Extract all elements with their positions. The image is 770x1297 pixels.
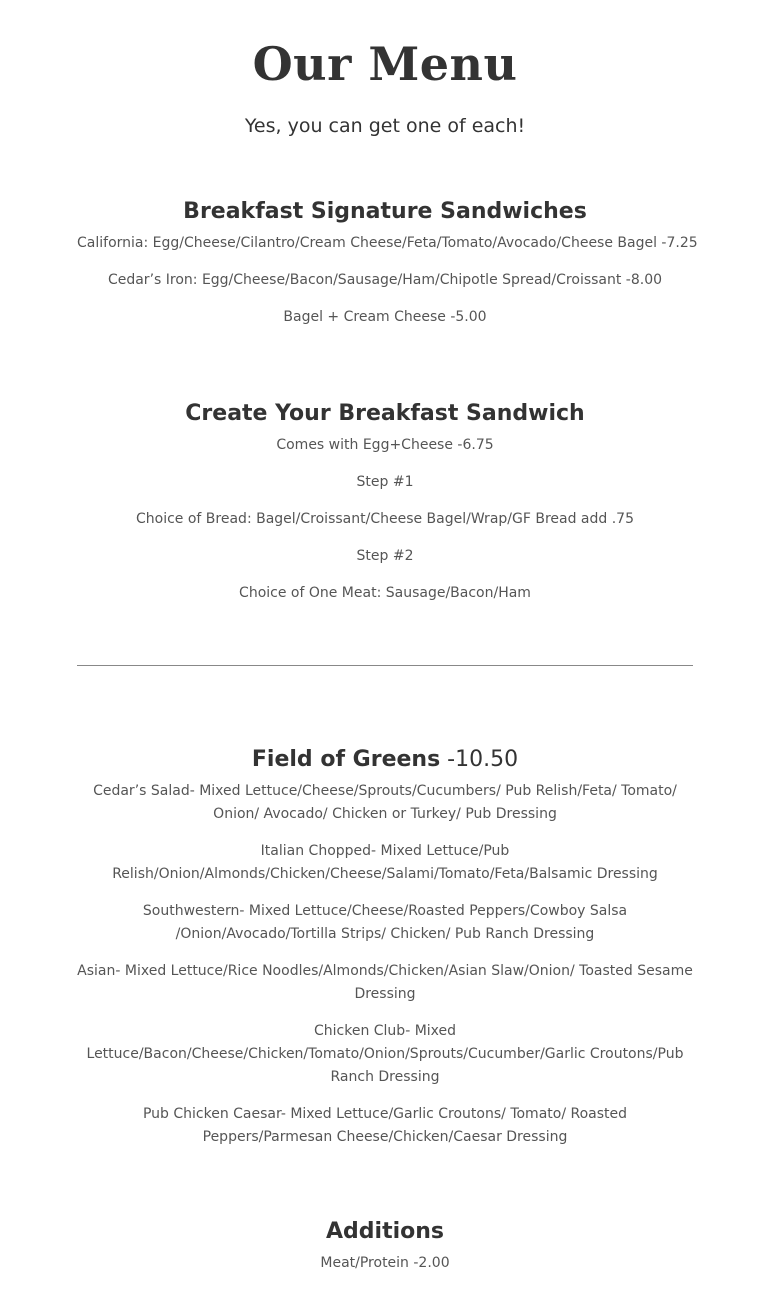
menu-item-bagel-cream-cheese: Bagel + Cream Cheese -5.00 [283,309,487,325]
page-subtitle: Yes, you can get one of each! [244,115,526,137]
menu-item-pub-chicken-caesar: Pub Chicken Caesar- Mixed Lettuce/Garlic Croutons/ Tomato/ Roasted Peppers/Parmesan Cheese/Chicken/Caesar Dressing [142,1106,628,1145]
section-heading-price: -10.50 [440,747,519,772]
section-breakfast-signature-sandwiches [77,196,698,343]
step-label-2: Step #2 [356,548,414,564]
menu-item-cedars-salad: Cedar’s Salad- Mixed Lettuce/Cheese/Sprouts/Cucumbers/ Pub Relish/Feta/ Tomato/ Onion/ Avocado/ Chicken or Turkey/ Pub Dressing [93,783,677,822]
menu-item-chicken-club: Chicken Club- Mixed Lettuce/Bacon/Cheese/Chicken/Tomato/Onion/Sprouts/Cucumber/Garlic Croutons/Pub Ranch Dressing [86,1023,684,1085]
section-additions [77,1216,693,1289]
section-heading: Breakfast Signature Sandwiches [183,199,587,224]
section-field-of-greens [77,744,693,1163]
section-divider [77,665,693,666]
menu-item-bread-choice: Choice of Bread: Bagel/Croissant/Cheese Bagel/Wrap/GF Bread add .75 [136,511,634,527]
menu-item-italian-chopped: Italian Chopped- Mixed Lettuce/Pub Relish/Onion/Almonds/Chicken/Cheese/Salami/Tomato/Feta/Balsamic Dressing [112,843,658,882]
section-heading-label: Field of Greens [251,747,441,772]
section-heading: Additions [326,1219,444,1244]
section-create-breakfast-sandwich [77,398,693,619]
section-heading [77,744,693,776]
menu-item-base-price: Comes with Egg+Cheese -6.75 [276,437,494,453]
menu-item-cedars-iron: Cedar’s Iron: Egg/Cheese/Bacon/Sausage/Ham/Chipotle Spread/Croissant -8.00 [107,272,663,288]
menu-item-meat-protein: Meat/Protein -2.00 [320,1255,450,1271]
section-heading: Create Your Breakfast Sandwich [185,401,585,426]
menu-item-meat-choice: Choice of One Meat: Sausage/Bacon/Ham [239,585,531,601]
page-title: Our Menu [252,37,518,91]
step-label-1: Step #1 [356,474,414,490]
menu-item-asian: Asian- Mixed Lettuce/Rice Noodles/Almonds/Chicken/Asian Slaw/Onion/ Toasted Sesame Dressing [77,963,693,1002]
menu-item-southwestern: Southwestern- Mixed Lettuce/Cheese/Roasted Peppers/Cowboy Salsa /Onion/Avocado/Tortilla Strips/ Chicken/ Pub Ranch Dressing [142,903,628,942]
menu-item-california: California: Egg/Cheese/Cilantro/Cream Cheese/Feta/Tomato/Avocado/Cheese Bagel -7.25 [77,235,698,251]
